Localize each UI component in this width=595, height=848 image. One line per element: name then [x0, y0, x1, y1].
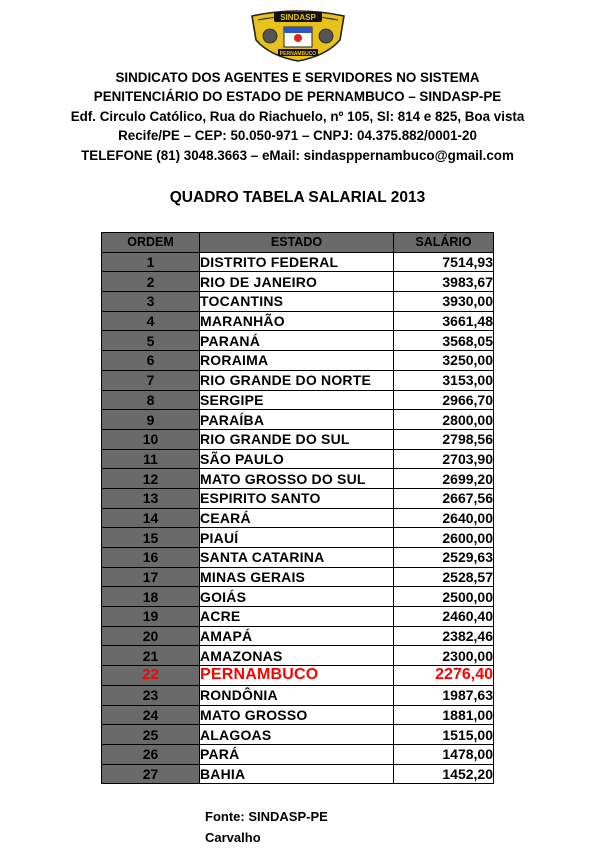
ordem-cell: 21: [102, 646, 200, 666]
salario-cell: 1452,20: [394, 764, 494, 784]
table-row: [102, 429, 494, 449]
salario-cell: 2699,20: [394, 469, 494, 489]
estado-cell: SÃO PAULO: [200, 449, 394, 469]
ordem-cell: 18: [102, 587, 200, 607]
table-row: [102, 626, 494, 646]
estado-cell: GOIÁS: [200, 587, 394, 607]
table-row: [102, 331, 494, 351]
table-row: [102, 764, 494, 784]
salario-cell: 2382,46: [394, 626, 494, 646]
salario-cell: 2600,00: [394, 528, 494, 548]
ordem-cell: 27: [102, 764, 200, 784]
salario-cell: 2460,40: [394, 607, 494, 627]
ordem-cell: 2: [102, 272, 200, 292]
estado-cell: MINAS GERAIS: [200, 567, 394, 587]
estado-cell: MARANHÃO: [200, 311, 394, 331]
ordem-cell: 23: [102, 685, 200, 705]
table-row: [102, 587, 494, 607]
logo-subtext: PERNAMBUCO: [279, 51, 317, 57]
estado-cell: RORAIMA: [200, 351, 394, 371]
salario-cell: 7514,93: [394, 252, 494, 272]
salario-cell: 3153,00: [394, 370, 494, 390]
salario-cell: 2667,56: [394, 488, 494, 508]
document-title: QUADRO TABELA SALARIAL 2013: [169, 189, 426, 206]
footer-author: Carvalho: [205, 830, 261, 845]
estado-cell: CEARÁ: [200, 508, 394, 528]
ordem-cell: 14: [102, 508, 200, 528]
table-row: [102, 548, 494, 568]
table-row: [102, 488, 494, 508]
estado-cell: DISTRITO FEDERAL: [200, 252, 394, 272]
footer-source: Fonte: SINDASP-PE: [205, 809, 328, 824]
estado-cell: RONDÔNIA: [200, 685, 394, 705]
salario-cell: 2703,90: [394, 449, 494, 469]
letterhead: [0, 68, 595, 165]
ordem-cell: 22: [102, 666, 200, 686]
header-line-1: SINDICATO DOS AGENTES E SERVIDORES NO SISTEMA: [115, 70, 480, 85]
table-header-row: [102, 233, 494, 253]
estado-cell: BAHIA: [200, 764, 394, 784]
ordem-cell: 16: [102, 548, 200, 568]
ordem-cell: 4: [102, 311, 200, 331]
table-row: [102, 725, 494, 745]
estado-cell: RIO DE JANEIRO: [200, 272, 394, 292]
ordem-cell: 3: [102, 292, 200, 312]
ordem-cell: 24: [102, 705, 200, 725]
ordem-cell: 1: [102, 252, 200, 272]
estado-cell: MATO GROSSO: [200, 705, 394, 725]
estado-cell: AMAZONAS: [200, 646, 394, 666]
column-header-ordem: ORDEM: [102, 233, 200, 253]
header-line-2: PENITENCIÁRIO DO ESTADO DE PERNAMBUCO – SINDASP-PE: [93, 89, 502, 105]
salario-cell: 1987,63: [394, 685, 494, 705]
table-row: [102, 311, 494, 331]
estado-cell: SERGIPE: [200, 390, 394, 410]
table-row: [102, 469, 494, 489]
ordem-cell: 11: [102, 449, 200, 469]
logo-text: SINDASP: [280, 13, 316, 22]
table-body: [102, 252, 494, 784]
estado-cell: PARAÍBA: [200, 410, 394, 430]
table-row: [102, 567, 494, 587]
salario-cell: 2798,56: [394, 429, 494, 449]
salario-cell: 3568,05: [394, 331, 494, 351]
ordem-cell: 26: [102, 744, 200, 764]
table-row: [102, 351, 494, 371]
ordem-cell: 12: [102, 469, 200, 489]
ordem-cell: 10: [102, 429, 200, 449]
salario-cell: 2528,57: [394, 567, 494, 587]
estado-cell: SANTA CATARINA: [200, 548, 394, 568]
salario-cell: 2276,40: [394, 666, 494, 686]
salario-cell: 2300,00: [394, 646, 494, 666]
column-header-estado: ESTADO: [200, 233, 394, 253]
estado-cell: MATO GROSSO DO SUL: [200, 469, 394, 489]
salary-table: [101, 232, 494, 784]
table-row: [102, 410, 494, 430]
header-line-5: TELEFONE (81) 3048.3663 – eMail: sindasppernambuco@gmail.com: [81, 147, 514, 163]
table-row: [102, 390, 494, 410]
estado-cell: PIAUÍ: [200, 528, 394, 548]
table-row: [102, 370, 494, 390]
ordem-cell: 13: [102, 488, 200, 508]
salario-cell: 2500,00: [394, 587, 494, 607]
salario-cell: 2640,00: [394, 508, 494, 528]
salario-cell: 2800,00: [394, 410, 494, 430]
ordem-cell: 5: [102, 331, 200, 351]
header-line-3: Edf. Circulo Católico, Rua do Riachuelo, nº 105, Sl: 814 e 825, Boa vista: [70, 108, 525, 124]
estado-cell: PERNAMBUCO: [200, 666, 394, 686]
estado-cell: ALAGOAS: [200, 725, 394, 745]
estado-cell: AMAPÁ: [200, 626, 394, 646]
estado-cell: RIO GRANDE DO NORTE: [200, 370, 394, 390]
sindasp-badge-logo: [246, 10, 350, 62]
salario-cell: 3250,00: [394, 351, 494, 371]
salario-cell: 1478,00: [394, 744, 494, 764]
ordem-cell: 6: [102, 351, 200, 371]
ordem-cell: 25: [102, 725, 200, 745]
table-row: [102, 449, 494, 469]
salario-cell: 1881,00: [394, 705, 494, 725]
table-row: [102, 607, 494, 627]
salario-cell: 3983,67: [394, 272, 494, 292]
salario-cell: 1515,00: [394, 725, 494, 745]
ordem-cell: 19: [102, 607, 200, 627]
table-row: [102, 744, 494, 764]
table-row: [102, 666, 494, 686]
table-row: [102, 292, 494, 312]
estado-cell: PARÁ: [200, 744, 394, 764]
table-row: [102, 252, 494, 272]
estado-cell: ESPIRITO SANTO: [200, 488, 394, 508]
table-row: [102, 272, 494, 292]
estado-cell: RIO GRANDE DO SUL: [200, 429, 394, 449]
table-row: [102, 646, 494, 666]
ordem-cell: 9: [102, 410, 200, 430]
salario-cell: 3661,48: [394, 311, 494, 331]
estado-cell: ACRE: [200, 607, 394, 627]
estado-cell: PARANÁ: [200, 331, 394, 351]
ordem-cell: 17: [102, 567, 200, 587]
estado-cell: TOCANTINS: [200, 292, 394, 312]
ordem-cell: 20: [102, 626, 200, 646]
ordem-cell: 15: [102, 528, 200, 548]
salario-cell: 3930,00: [394, 292, 494, 312]
header-line-4: Recife/PE – CEP: 50.050-971 – CNPJ: 04.375.882/0001-20: [118, 128, 477, 144]
table-row: [102, 705, 494, 725]
salario-cell: 2529,63: [394, 548, 494, 568]
column-header-salario: SALÁRIO: [394, 233, 494, 253]
table-row: [102, 508, 494, 528]
table-row: [102, 685, 494, 705]
ordem-cell: 7: [102, 370, 200, 390]
ordem-cell: 8: [102, 390, 200, 410]
table-row: [102, 528, 494, 548]
salario-cell: 2966,70: [394, 390, 494, 410]
